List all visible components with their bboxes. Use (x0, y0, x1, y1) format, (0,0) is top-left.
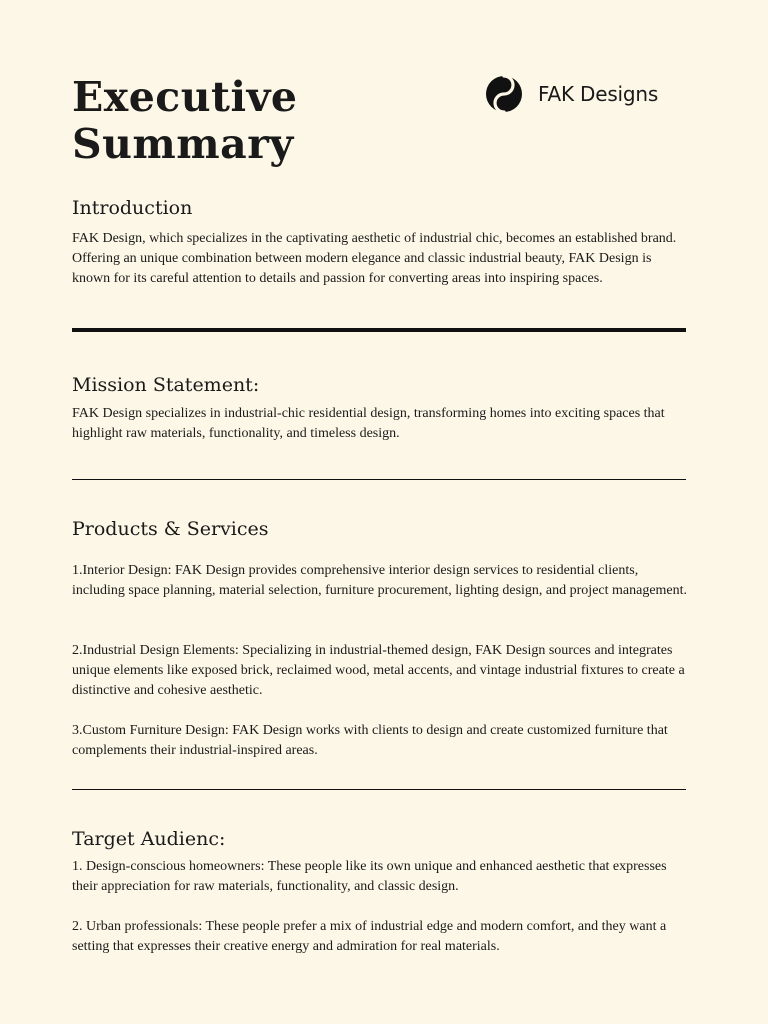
introduction-text: FAK Design, which specializes in the captivating aesthetic of industrial chic, becomes an established brand. Offering an unique combination between modern elegance and classic industrial beauty, FAK Design is known for its careful attention to details and passion for converting areas into inspiring spaces. (72, 231, 677, 286)
section-divider-thick (72, 328, 686, 332)
mission-heading: Mission Statement: (72, 374, 260, 396)
audience-item: 2. Urban professionals: These people prefer a mix of industrial edge and modern comfort, and they want a setting that expresses their creative energy and admiration for real materials. (72, 919, 667, 954)
introduction-heading: Introduction (72, 197, 193, 219)
page-title (72, 74, 432, 168)
section-divider (72, 789, 686, 790)
audience-heading: Target Audienc: (72, 828, 226, 850)
title-line-2: Summary (72, 120, 294, 168)
product-item: 3.Custom Furniture Design: FAK Design works with clients to design and create customized furniture that complements their industrial-inspired areas. (72, 723, 668, 758)
products-heading: Products & Services (72, 518, 269, 540)
fak-designs-logo-icon (486, 76, 522, 112)
mission-text: FAK Design specializes in industrial-chic residential design, transforming homes into exciting spaces that highlight raw materials, functionality, and timeless design. (72, 406, 665, 441)
brand-name: FAK Designs (538, 82, 659, 106)
product-item: 2.Industrial Design Elements: Specializing in industrial-themed design, FAK Design sources and integrates unique elements like exposed brick, reclaimed wood, metal accents, and vintage industrial fixtures to create a distinctive and cohesive aesthetic. (72, 643, 685, 698)
section-divider (72, 479, 686, 480)
product-item: 1.Interior Design: FAK Design provides comprehensive interior design services to residential clients, including space planning, material selection, furniture procurement, lighting design, and project management. (72, 563, 688, 598)
brand-logo (486, 76, 658, 112)
audience-item: 1. Design-conscious homeowners: These people like its own unique and enhanced aesthetic that expresses their appreciation for raw materials, functionality, and classic design. (72, 859, 667, 894)
title-line-1: Executive (72, 73, 298, 121)
